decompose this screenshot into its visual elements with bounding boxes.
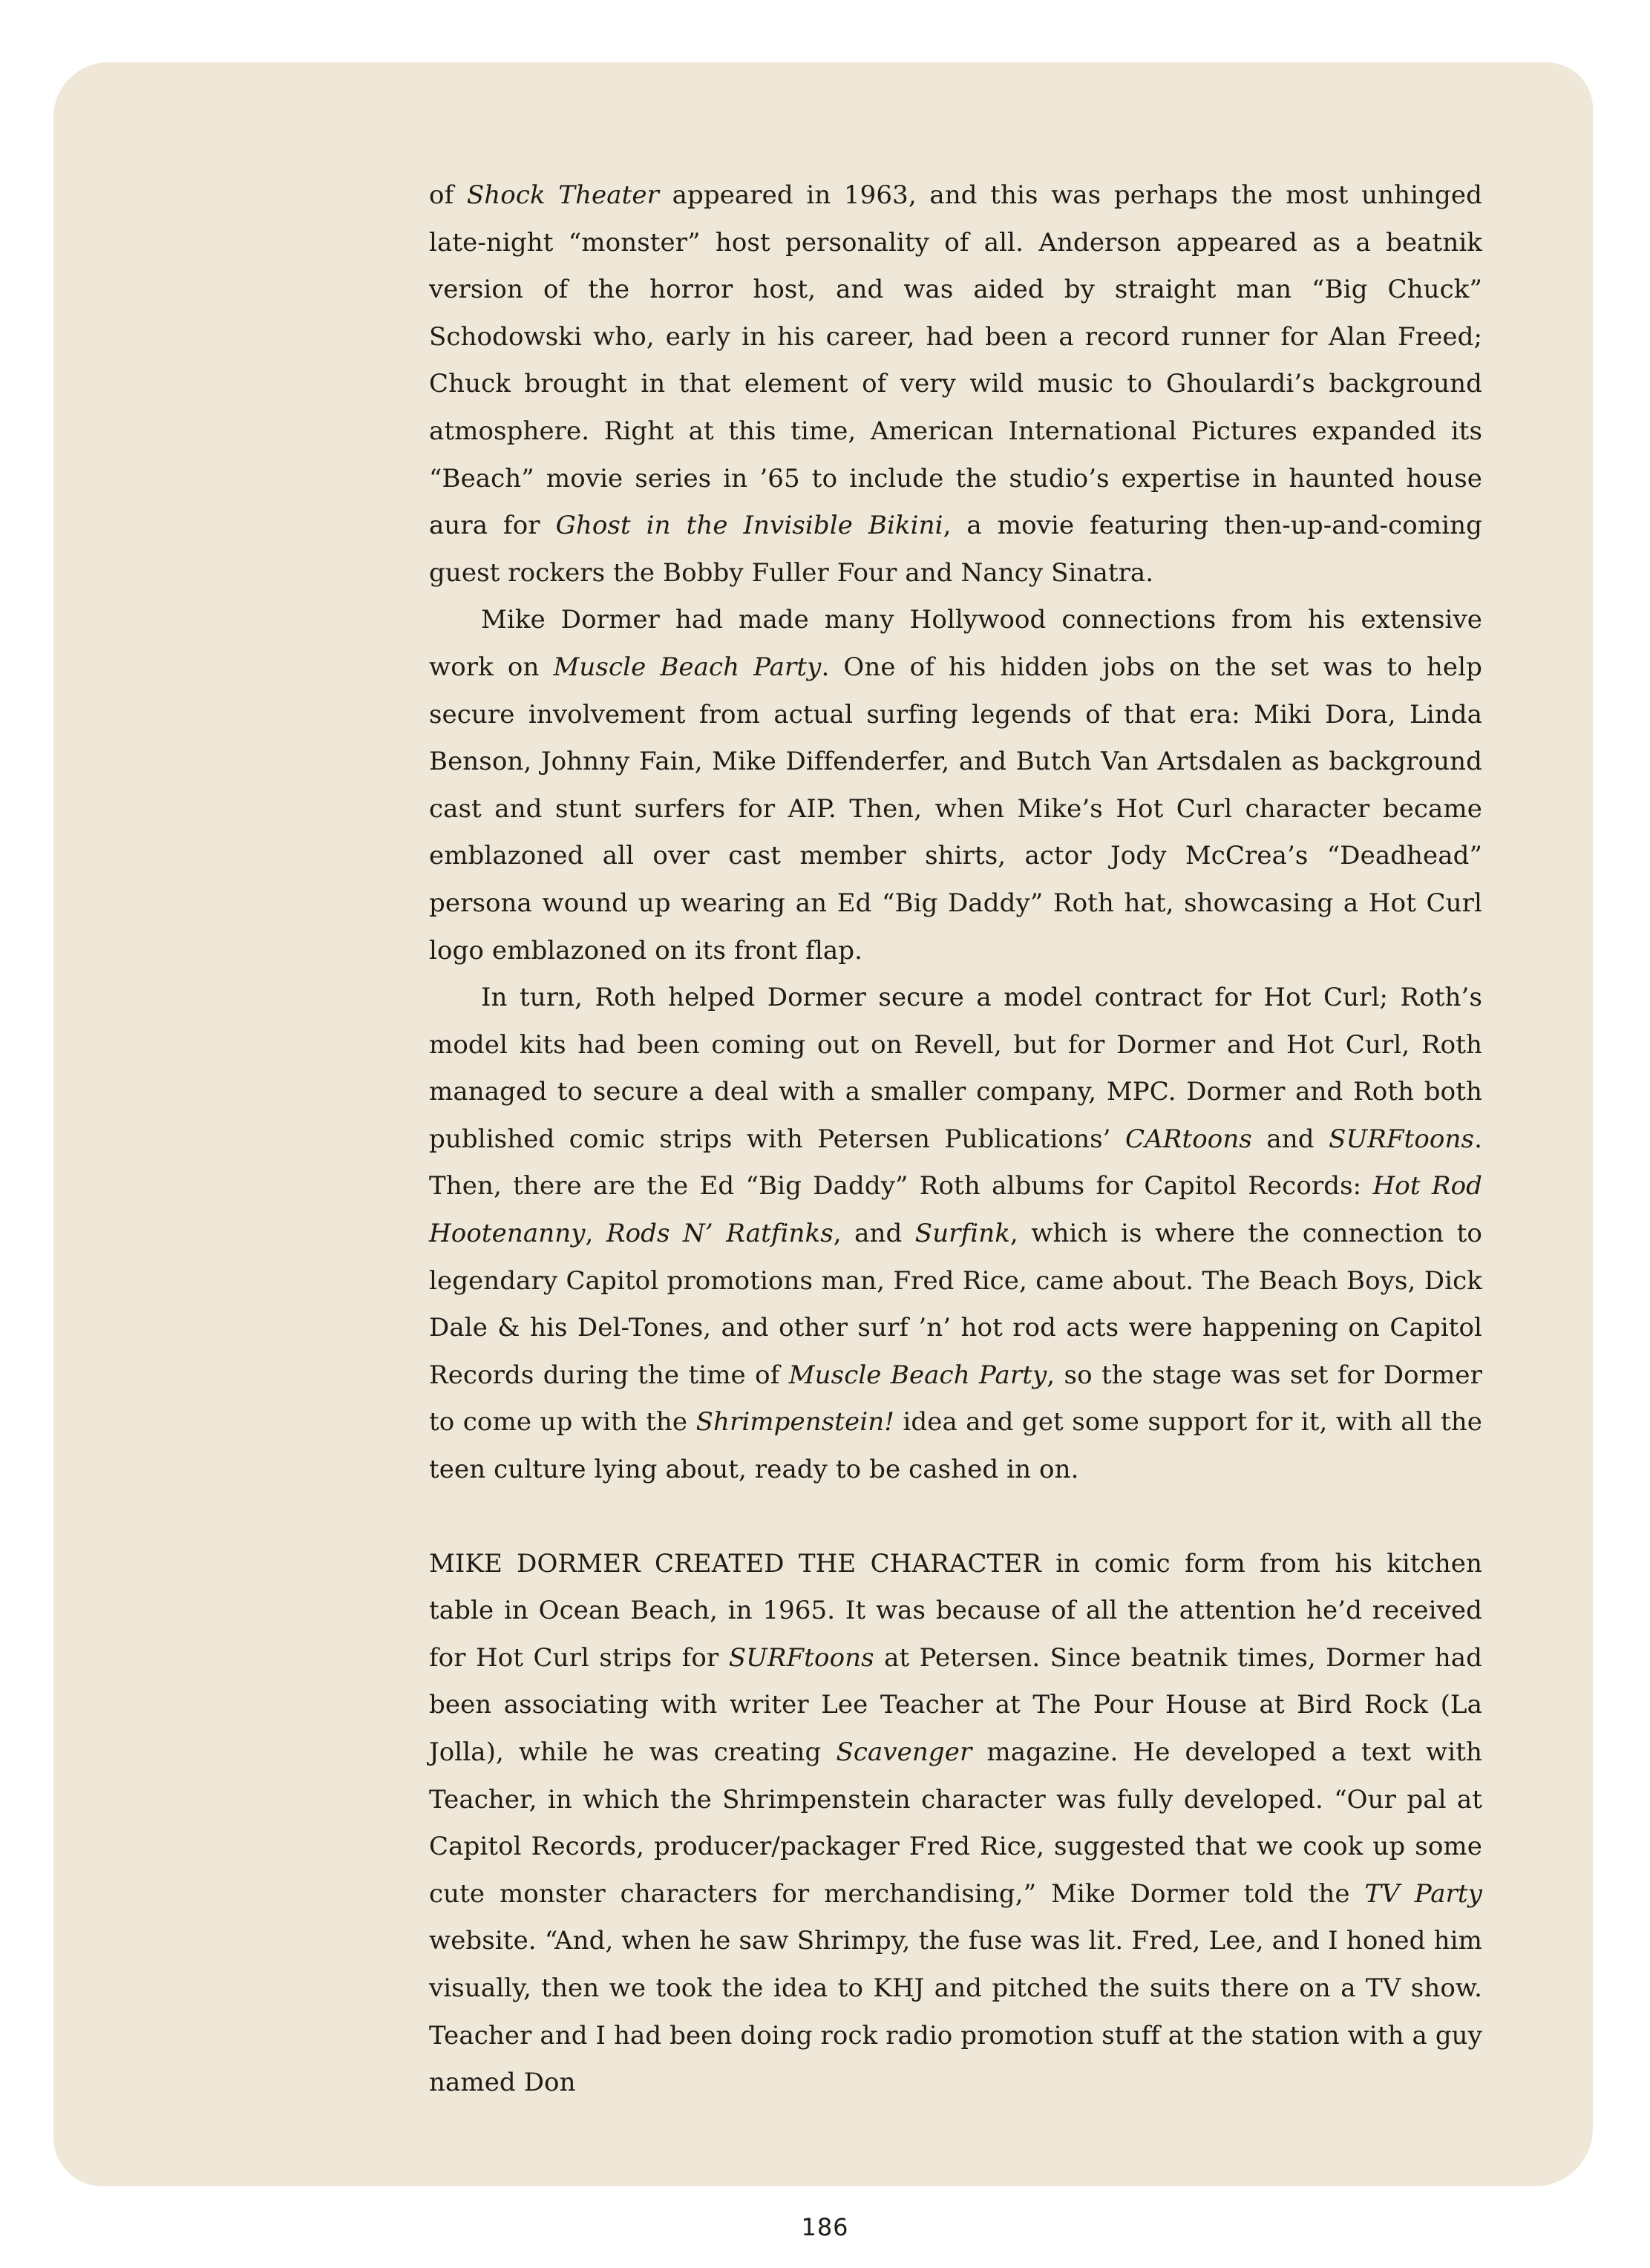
- italic-title: Shock Theater: [466, 180, 659, 210]
- text-run: , and: [833, 1219, 915, 1249]
- text-run: , which is where the connection to legendary Capitol promotions man, Fred Rice, came about. The Beach Boys, Dick Dale & his Del-Tones, and other surf ’n’ hot rod acts were happening on Capitol Records during the time of: [429, 1219, 1482, 1390]
- italic-title: Scavenger: [836, 1737, 972, 1767]
- italic-title: Muscle Beach Party: [788, 1360, 1047, 1390]
- italic-title: Surfink: [914, 1219, 1010, 1249]
- paragraph-4: [429, 1541, 1482, 2107]
- text-run: MIKE DORMER CREATED THE CHARACTER in comic form from his kitchen table in Ocean Beach, in 1965. It was because of all the attention he’d received for Hot Curl strips for: [429, 1548, 1482, 1673]
- italic-title: Ghost in the Invisible Bikini: [555, 511, 943, 541]
- text-run: Mike Dormer had made many Hollywood connections from his extensive work on: [429, 605, 1482, 682]
- body-text: [429, 172, 1482, 2107]
- text-run: ,: [585, 1219, 606, 1249]
- text-run: idea and get some support for it, with all the teen culture lying about, ready to be cashed in on.: [429, 1407, 1482, 1485]
- text-run: , so the stage was set for Dormer to come up with the: [429, 1360, 1482, 1438]
- text-run: In turn, Roth helped Dormer secure a model contract for Hot Curl; Roth’s model kits had been coming out on Revell, but for Dormer and Hot Curl, Roth managed to secure a deal with a smaller company, MPC. Dormer and Roth both published comic strips with Petersen Publications’: [429, 983, 1482, 1154]
- paragraph-2: [429, 597, 1482, 974]
- italic-title: SURFtoons: [1329, 1124, 1475, 1154]
- italic-title: Hot Rod Hootenanny: [429, 1171, 1482, 1249]
- text-run: of: [429, 180, 467, 210]
- text-run: . One of his hidden jobs on the set was to help secure involvement from actual surfing legends of that era: Miki Dora, Linda Benson, Johnny Fain, Mike Diffenderfer, and Butch Van Artsdalen as background cast and stunt surfers for AIP. Then, when Mike’s Hot Curl character became emblazoned all over cast member shirts, actor Jody McCrea’s “Deadhead” persona wound up wearing an Ed “Big Daddy” Roth hat, showcasing a Hot Curl logo emblazoned on its front flap.: [429, 652, 1482, 966]
- page-number: 186: [801, 2213, 849, 2241]
- text-run: website. “And, when he saw Shrimpy, the fuse was lit. Fred, Lee, and I honed him visually, then we took the idea to KHJ and pitched the suits there on a TV show. Teacher and I had been doing rock radio promotion stuff at the station with a guy named Don: [429, 1926, 1482, 2098]
- text-run: magazine. He developed a text with Teacher, in which the Shrimpenstein character was fully developed. “Our pal at Capitol Records, producer/packager Fred Rice, suggested that we cook up some cute monster characters for merchandising,” Mike Dormer told the: [429, 1737, 1482, 1909]
- italic-title: TV Party: [1364, 1878, 1482, 1909]
- text-run: and: [1251, 1124, 1329, 1154]
- italic-title: CARtoons: [1125, 1124, 1252, 1154]
- text-run: appeared in 1963, and this was perhaps the most unhinged late-night “monster” host personality of all. Anderson appeared as a beatnik version of the horror host, and was aided by straight man “Big Chuck” Schodowski who, early in his career, had been a record runner for Alan Freed; Chuck brought in that element of very wild music to Ghoulardi’s background atmosphere. Right at this time, American International Pictures expanded its “Beach” movie series in ’65 to include the studio’s expertise in haunted house aura for: [429, 180, 1482, 541]
- text-run: , a movie featuring then-up-and-coming guest rockers the Bobby Fuller Four and Nancy Sinatra.: [429, 511, 1483, 588]
- paragraph-3: [429, 974, 1482, 1494]
- italic-title: Shrimpenstein!: [695, 1407, 894, 1438]
- italic-title: SURFtoons: [728, 1642, 874, 1673]
- paragraph-1: [429, 172, 1482, 597]
- text-run: at Petersen. Since beatnik times, Dormer had been associating with writer Lee Teacher at The Pour House at Bird Rock (La Jolla), while he was creating: [429, 1642, 1482, 1767]
- text-run: . Then, there are the Ed “Big Daddy” Roth albums for Capitol Records:: [429, 1124, 1482, 1202]
- italic-title: Muscle Beach Party: [553, 652, 822, 682]
- italic-title: Rods N’ Ratfinks: [606, 1219, 834, 1249]
